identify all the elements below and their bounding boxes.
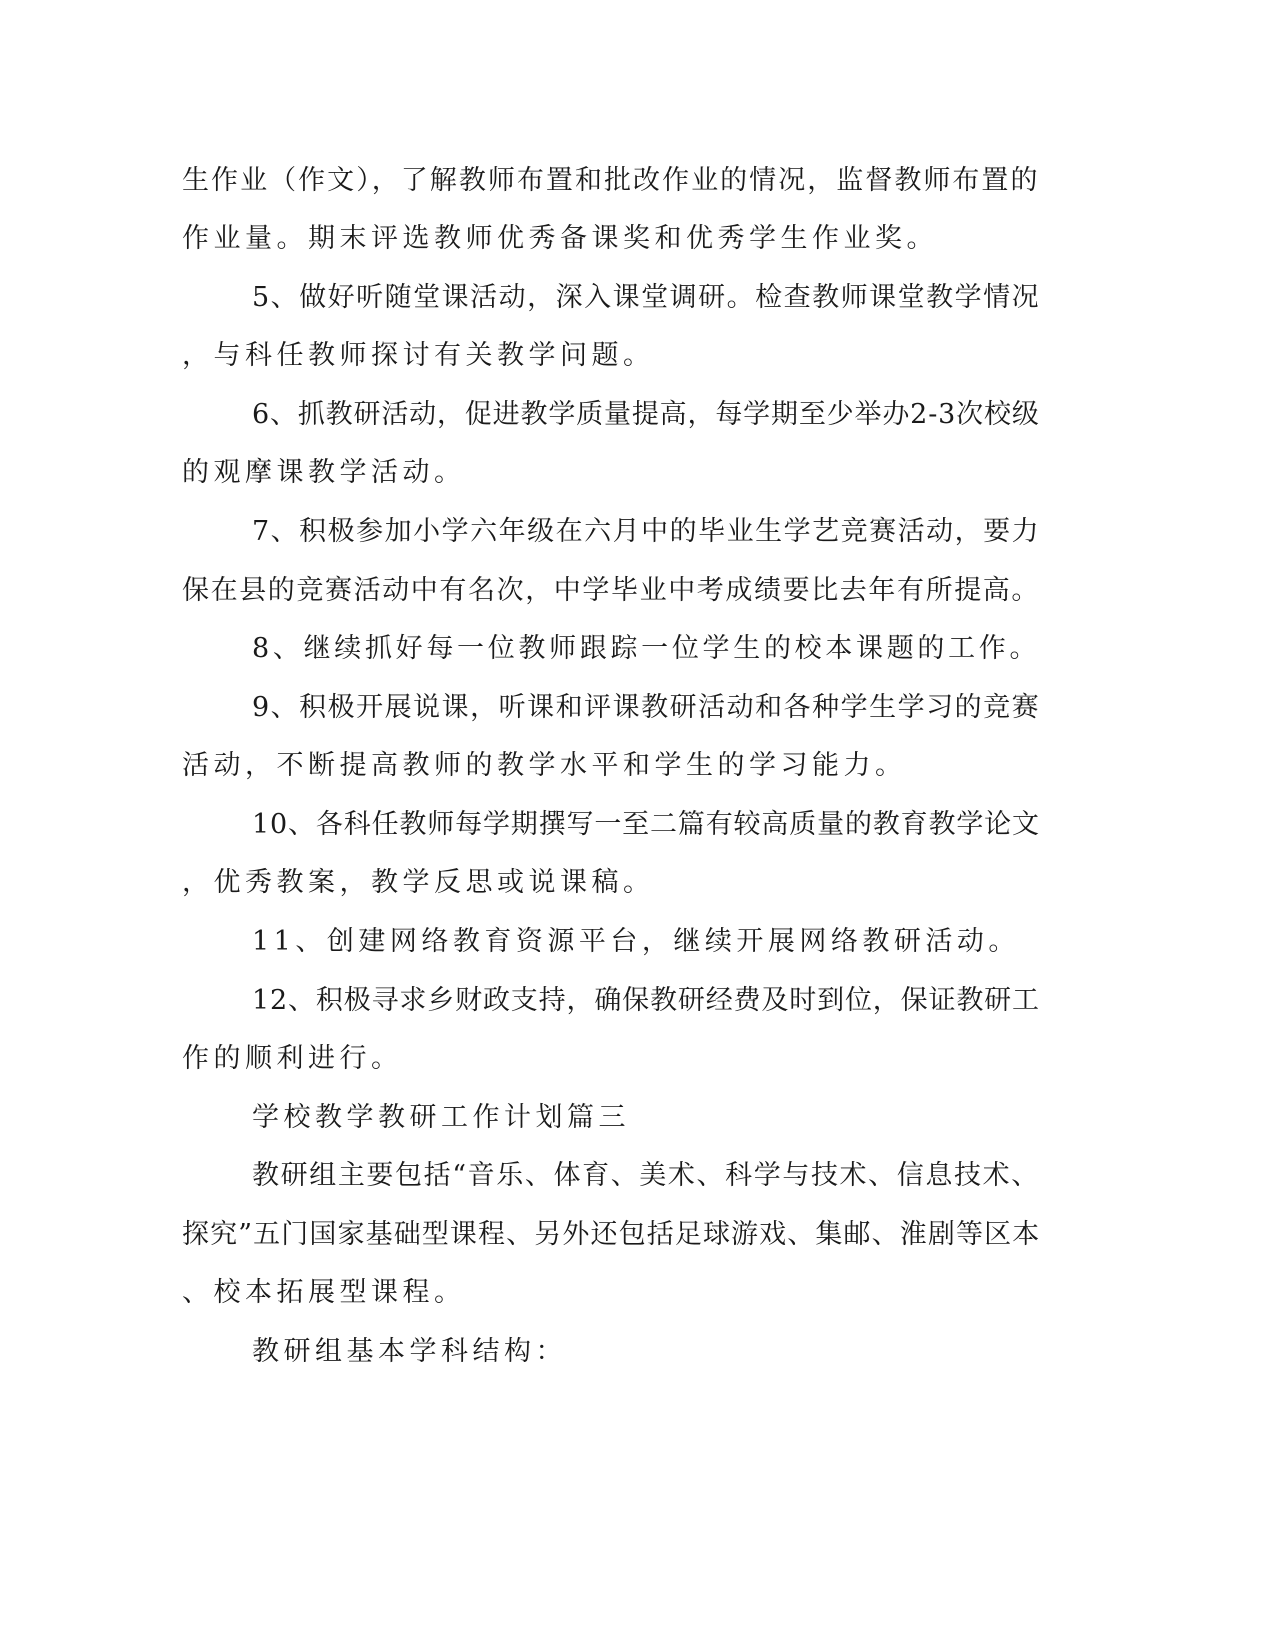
text-line: 7、积极参加小学六年级在六月中的毕业生学艺竞赛活动，要力 [252,516,1041,547]
text-line: 9、积极开展说课，听课和评课教研活动和各种学生学习的竞赛 [252,692,1041,723]
section-heading: 学校教学教研工作计划篇三 [252,1102,630,1133]
text-line: 6、抓教研活动，促进教学质量提高，每学期至少举办2-3次校级 [252,399,1040,430]
text-line: 11、创建网络教育资源平台，继续开展网络教研活动。 [252,926,1020,957]
text-line: 5、做好听随堂课活动，深入课堂调研。检查教师课堂教学情况 [252,282,1041,313]
text-line: 活动，不断提高教师的教学水平和学生的学习能力。 [182,750,907,781]
text-line: 10、各科任教师每学期撰写一至二篇有较高质量的教育教学论文 [252,809,1040,840]
text-line: 教研组基本学科结构： [252,1336,567,1367]
text-line: 探究”五门国家基础型课程、另外还包括足球游戏、集邮、淮剧等区本 [182,1219,1041,1250]
text-line: 、校本拓展型课程。 [182,1277,466,1308]
text-line: 保在县的竞赛活动中有名次，中学毕业中考成绩要比去年有所提高。 [182,575,1040,606]
text-line: 教研组主要包括“音乐、体育、美术、科学与技术、信息技术、 [252,1160,1040,1191]
text-line: ，优秀教案，教学反思或说课稿。 [182,867,655,898]
text-line: 12、积极寻求乡财政支持，确保教研经费及时到位，保证教研工 [252,985,1040,1016]
text-line: 作业量。期末评选教师优秀备课奖和优秀学生作业奖。 [182,223,938,254]
text-line: 生作业（作文），了解教师布置和批改作业的情况，监督教师布置的 [182,165,1040,196]
text-line: 作的顺利进行。 [182,1043,403,1074]
text-line: 的观摩课教学活动。 [182,457,466,488]
text-line: ，与科任教师探讨有关教学问题。 [182,340,655,371]
text-line: 8、继续抓好每一位教师跟踪一位学生的校本课题的工作。 [252,633,1041,664]
